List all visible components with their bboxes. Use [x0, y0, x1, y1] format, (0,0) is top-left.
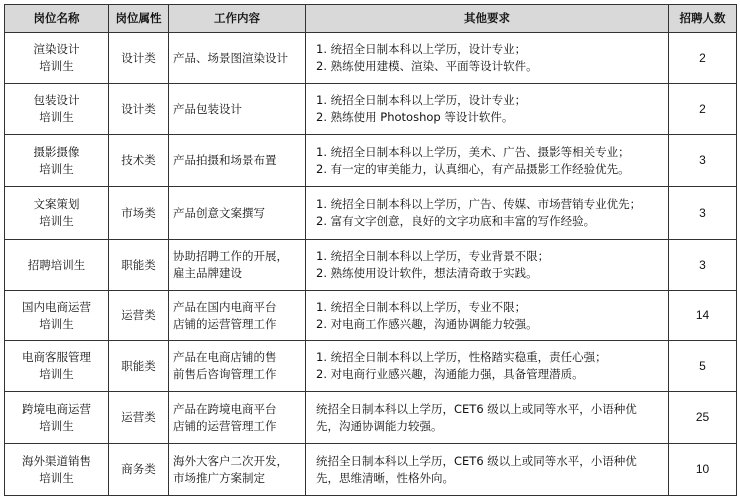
position-name-cell — [5, 341, 109, 392]
requirements-cell-line: 2. 富有文字创意，良好的文字功底和丰富的写作经验。 — [316, 214, 596, 228]
position-name-cell-line: 文案策划 — [33, 197, 80, 211]
table-row — [5, 444, 737, 496]
position-type-cell: 设计类 — [109, 84, 169, 135]
header-requirements: 其他要求 — [306, 5, 669, 33]
position-name-cell — [5, 444, 109, 496]
requirements-cell-line: 1. 统招全日制本科以上学历，专业背景不限； — [316, 249, 550, 263]
work-content-cell — [169, 291, 306, 341]
position-type-cell: 技术类 — [109, 135, 169, 187]
requirements-cell-line: 1. 统招全日制本科以上学历，设计专业； — [316, 93, 527, 107]
requirements-cell-line: 2. 有一定的审美能力，认真细心，有产品摄影工作经验优先。 — [316, 161, 630, 176]
position-name-cell — [5, 392, 109, 444]
work-content-cell-line: 协助招聘工作的开展， — [173, 249, 288, 263]
requirements-cell — [306, 84, 669, 135]
requirements-cell-line: 先，思维清晰，性格外向。 — [316, 470, 454, 485]
requirements-cell — [306, 187, 669, 240]
table-body — [5, 33, 737, 496]
work-content-cell — [169, 444, 306, 496]
requirements-cell-line: 1. 统招全日制本科以上学历，专业不限； — [316, 299, 527, 314]
requirements-cell — [306, 444, 669, 496]
position-name-cell — [5, 135, 109, 187]
position-name-cell-line: 培训生 — [39, 59, 74, 73]
position-type-cell: 职能类 — [109, 341, 169, 392]
requirements-cell — [306, 341, 669, 392]
headcount-cell: 3 — [669, 240, 737, 291]
position-type-cell: 运营类 — [109, 291, 169, 341]
position-type-cell: 设计类 — [109, 33, 169, 84]
requirements-cell-line: 统招全日制本科以上学历，CET6 级以上或同等水平，小语种优 — [316, 453, 637, 468]
work-content-cell-line: 产品、场景图渲染设计 — [173, 50, 288, 65]
requirements-cell-line: 2. 熟练使用建模、渲染、平面等设计软件。 — [316, 59, 538, 73]
position-type-cell: 市场类 — [109, 187, 169, 240]
header-headcount: 招聘人数 — [669, 5, 737, 33]
requirements-cell-line: 2. 熟练使用 Photoshop 等设计软件。 — [316, 110, 514, 124]
position-name-cell — [5, 240, 109, 291]
work-content-cell-line: 前售后咨询管理工作 — [173, 367, 277, 381]
position-name-cell — [5, 33, 109, 84]
requirements-cell-line: 1. 统招全日制本科以上学历，设计专业； — [316, 42, 527, 56]
recruitment-table-container — [4, 4, 736, 496]
position-name-cell-line: 电商客服管理 — [22, 350, 91, 364]
requirements-cell-line: 1. 统招全日制本科以上学历，美术、广告、摄影等相关专业； — [316, 144, 630, 159]
headcount-cell: 2 — [669, 33, 737, 84]
position-name-cell-line: 国内电商运营 — [22, 299, 91, 314]
position-name-cell — [5, 291, 109, 341]
work-content-cell — [169, 240, 306, 291]
position-name-cell-line: 渲染设计 — [33, 42, 80, 56]
requirements-cell-line: 2. 对电商工作感兴趣，沟通协调能力较强。 — [316, 316, 538, 331]
recruitment-table — [4, 4, 737, 496]
position-name-cell-line: 摄影摄像 — [33, 144, 80, 159]
requirements-cell-line: 1. 统招全日制本科以上学历，广告、传媒、市场营销专业优先； — [316, 197, 642, 211]
headcount-cell: 10 — [669, 444, 737, 496]
position-name-cell-line: 跨境电商运营 — [22, 401, 91, 416]
work-content-cell-line: 海外大客户二次开发， — [173, 453, 288, 468]
position-type-cell: 职能类 — [109, 240, 169, 291]
headcount-cell: 5 — [669, 341, 737, 392]
requirements-cell-line: 先，沟通协调能力较强。 — [316, 418, 443, 433]
requirements-cell-line: 2. 对电商行业感兴趣，沟通能力强，具备管理潜质。 — [316, 367, 584, 381]
table-row — [5, 84, 737, 135]
requirements-cell — [306, 291, 669, 341]
headcount-cell: 3 — [669, 187, 737, 240]
table-row — [5, 135, 737, 187]
position-type-cell: 商务类 — [109, 444, 169, 496]
work-content-cell — [169, 187, 306, 240]
work-content-cell — [169, 84, 306, 135]
work-content-cell-line: 产品拍摄和场景布置 — [173, 153, 277, 167]
requirements-cell — [306, 135, 669, 187]
requirements-cell-line: 统招全日制本科以上学历，CET6 级以上或同等水平，小语种优 — [316, 401, 637, 416]
table-row — [5, 392, 737, 444]
position-name-cell-line: 培训生 — [39, 214, 74, 228]
position-name-cell-line: 培训生 — [39, 161, 74, 176]
headcount-cell: 3 — [669, 135, 737, 187]
work-content-cell — [169, 135, 306, 187]
header-position-type: 岗位属性 — [109, 5, 169, 33]
headcount-cell: 2 — [669, 84, 737, 135]
work-content-cell-line: 雇主品牌建设 — [173, 266, 242, 280]
headcount-cell: 25 — [669, 392, 737, 444]
work-content-cell — [169, 341, 306, 392]
position-name-cell-line: 培训生 — [39, 110, 74, 124]
table-row — [5, 341, 737, 392]
position-name-cell-line: 培训生 — [39, 470, 74, 485]
header-position-name: 岗位名称 — [5, 5, 109, 33]
work-content-cell-line: 店铺的运营管理工作 — [173, 316, 277, 331]
position-name-cell-line: 海外渠道销售 — [22, 453, 91, 468]
work-content-cell-line: 产品在国内电商平台 — [173, 299, 277, 314]
work-content-cell-line: 产品在跨境电商平台 — [173, 401, 277, 416]
position-name-cell-line: 招聘培训生 — [27, 257, 86, 272]
headcount-cell: 14 — [669, 291, 737, 341]
position-name-cell-line: 培训生 — [39, 316, 74, 331]
header-work-content: 工作内容 — [169, 5, 306, 33]
requirements-cell — [306, 392, 669, 444]
table-row — [5, 33, 737, 84]
work-content-cell-line: 产品创意文案撰写 — [173, 205, 265, 220]
position-name-cell-line: 包装设计 — [33, 93, 80, 107]
work-content-cell-line: 店铺的运营管理工作 — [173, 418, 277, 433]
requirements-cell — [306, 240, 669, 291]
work-content-cell-line: 市场推广方案制定 — [173, 470, 265, 485]
position-name-cell — [5, 187, 109, 240]
requirements-cell-line: 2. 熟练使用设计软件，想法清奇敢于实践。 — [316, 266, 538, 280]
table-row — [5, 291, 737, 341]
work-content-cell — [169, 392, 306, 444]
table-row — [5, 240, 737, 291]
table-row — [5, 187, 737, 240]
requirements-cell-line: 1. 统招全日制本科以上学历，性格踏实稳重，责任心强； — [316, 350, 607, 364]
work-content-cell-line: 产品包装设计 — [173, 101, 242, 116]
work-content-cell — [169, 33, 306, 84]
table-header-row — [5, 5, 737, 33]
position-name-cell-line: 培训生 — [39, 418, 74, 433]
requirements-cell — [306, 33, 669, 84]
work-content-cell-line: 产品在电商店铺的售 — [173, 350, 277, 364]
position-name-cell — [5, 84, 109, 135]
position-name-cell-line: 培训生 — [39, 367, 74, 381]
position-type-cell: 运营类 — [109, 392, 169, 444]
